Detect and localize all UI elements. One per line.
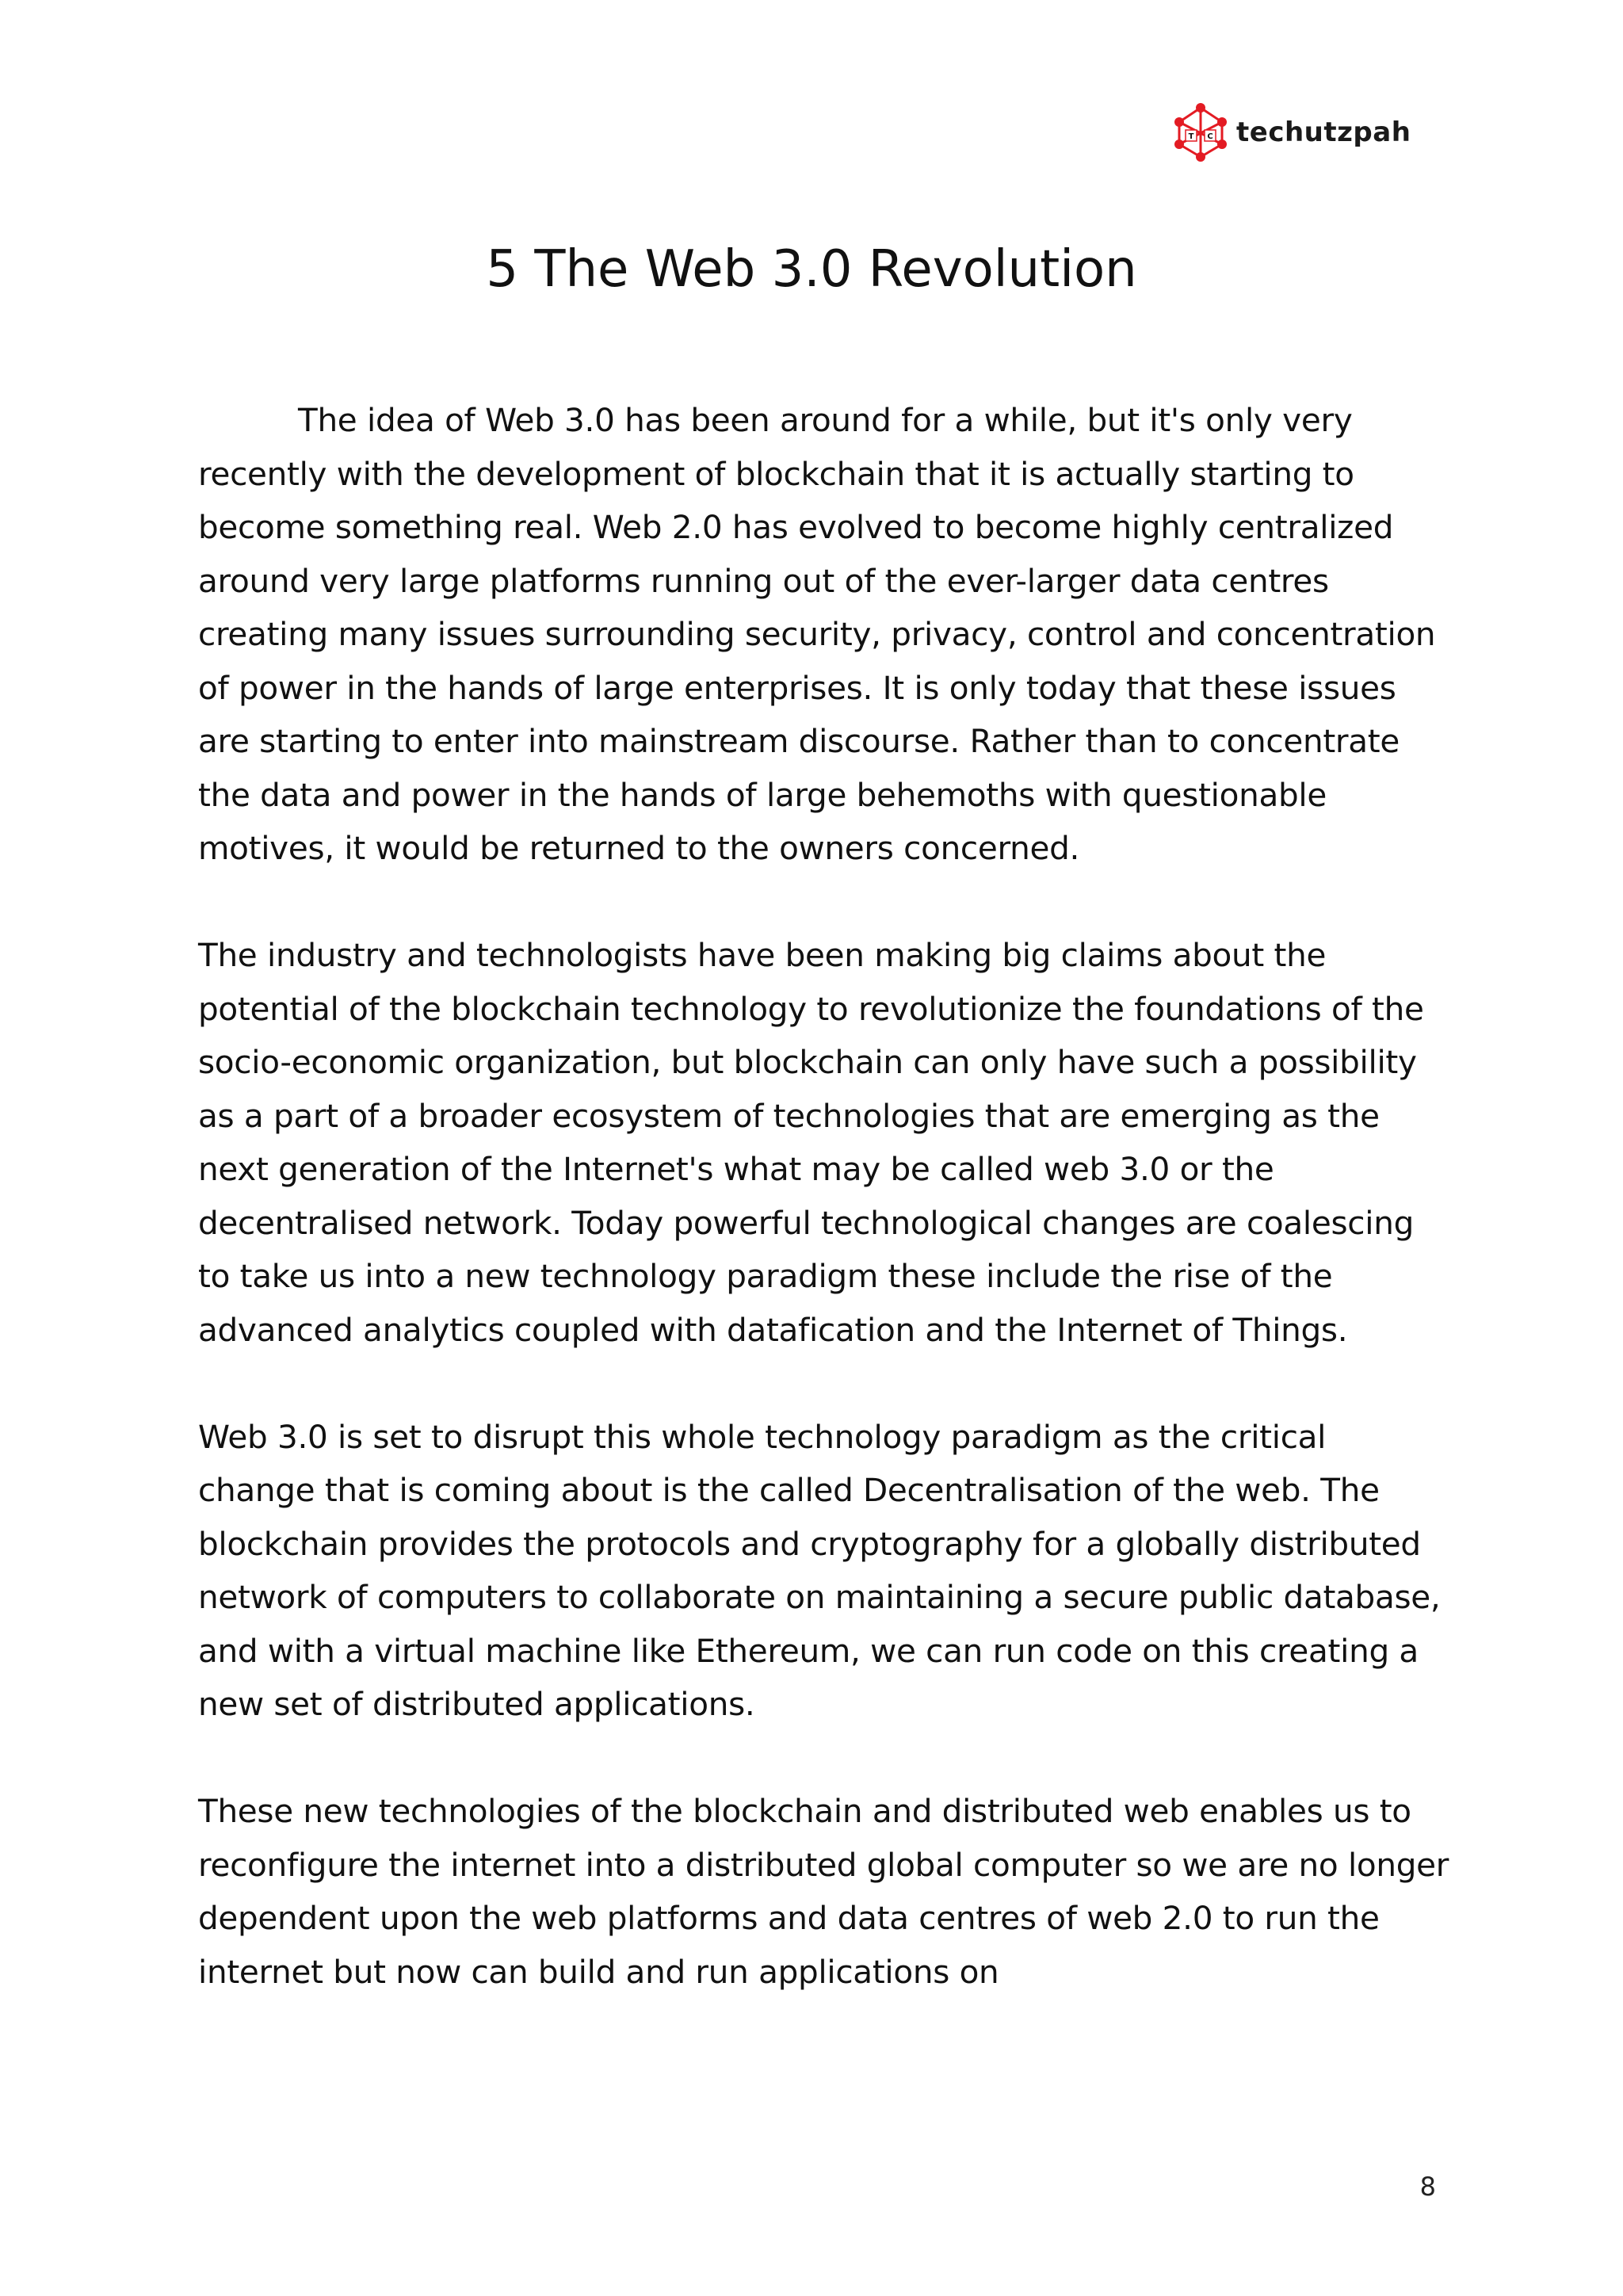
brand-logo [1170, 101, 1411, 163]
logo-letter-t: T [1188, 132, 1194, 141]
paragraph-3: Web 3.0 is set to disrupt this whole technology paradigm as the critical change that is coming about is the called Decentralisation of the web. The blockchain provides the protocols and cryptography for a globally distributed network of computers to collaborate on maintaining a secure public database, and with a virtual machine like Ethereum, we can run code on this creating a new set of distributed applications. [198, 1417, 1441, 1723]
page-number: 8 [1419, 2172, 1436, 2202]
paragraph-4: These new technologies of the blockchain and distributed web enables us to reconfigure the internet into a distributed global computer so we are no longer dependent upon the web platforms and data centres of web 2.0 to run the internet but now can build and run applications on [198, 1792, 1449, 1991]
techutzpah-network-logo-icon [1170, 101, 1232, 163]
logo-letter-c: C [1207, 132, 1213, 141]
chapter-title: 5 The Web 3.0 Revolution [486, 240, 1137, 299]
paragraph-1: The idea of Web 3.0 has been around for a while, but it's only very recently with the development of blockchain that it is actually starting to become something real. Web 2.0 has evolved to become highly centralized around very large platforms running out of the ever-larger data centres creating many issues surrounding security, privacy, control and concentration of power in the hands of large enterprises. It is only today that these issues are starting to enter into mainstream discourse. Rather than to concentrate the data and power in the hands of large behemoths with questionable motives, it would be returned to the owners concerned. [198, 401, 1436, 867]
paragraph-2: The industry and technologists have been making big claims about the potential of the blockchain technology to revolutionize the foundations of the socio-economic organization, but blockchain can only have such a possibility as a part of a broader ecosystem of technologies that are emerging as the next generation of the Internet's what may be called web 3.0 or the decentralised network. Today powerful technological changes are coalescing to take us into a new technology paradigm these include the rise of the advanced analytics coupled with datafication and the Internet of Things. [198, 936, 1424, 1349]
body-text [198, 394, 1450, 2053]
brand-name: techutzpah [1236, 117, 1411, 148]
